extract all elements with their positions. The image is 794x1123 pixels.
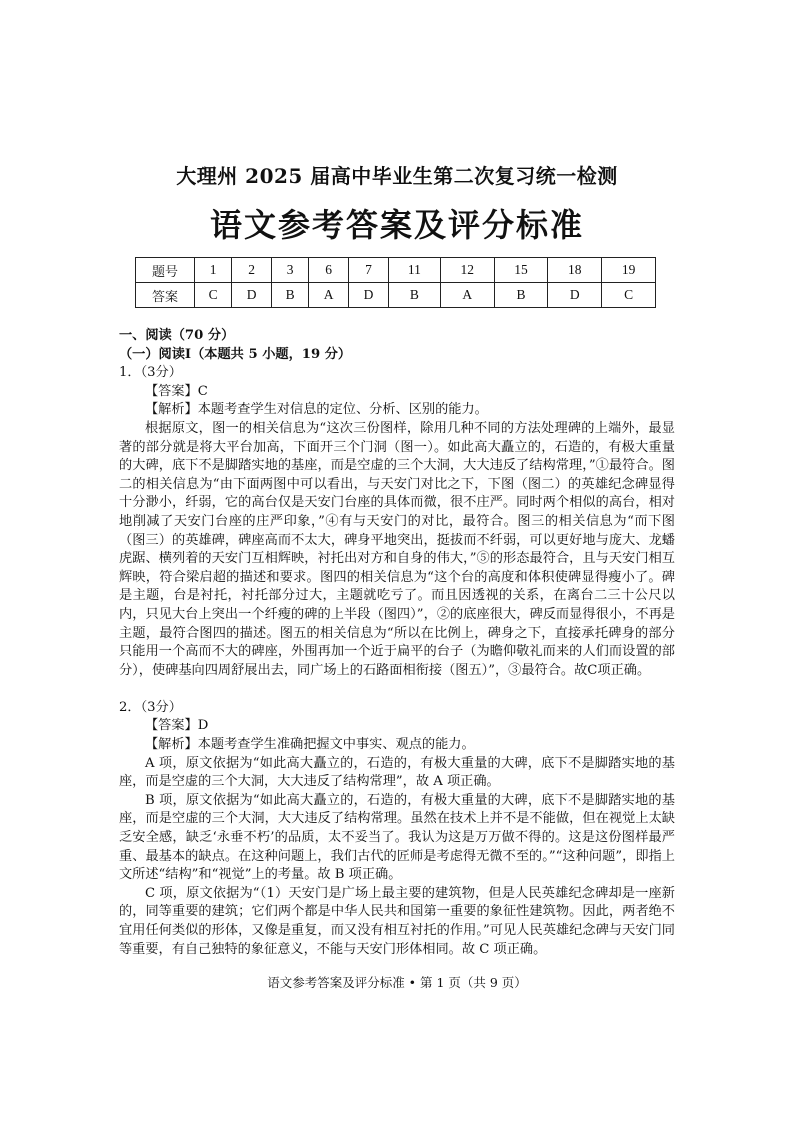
answer-cell: D: [349, 283, 389, 308]
answer-row: [136, 283, 656, 308]
question-number-cell: 12: [440, 258, 494, 283]
spacer: [119, 680, 675, 699]
page-footer: 语文参考答案及评分标准 • 第 1 页（共 9 页）: [267, 975, 527, 990]
exam-title: 大理州 2025 届高中毕业生第二次复习统一检测: [176, 164, 618, 188]
document-title: 语文参考答案及评分标准: [209, 206, 584, 244]
answer-cell: B: [272, 283, 309, 308]
question-1-label: 1．（3分）: [119, 365, 182, 381]
answer-cell: D: [232, 283, 272, 308]
question-1-paragraph: 根据原文，图一的相关信息为“这次三份图样，除用几种不同的方法处理碑的上端外，最显著的部分就是将大平台加高，下面开三个门洞（图一）。如此高大矗立的，石造的，有极大重量的大碑，底下不是脚踏实地的基座，而是空虚的三个大洞，大大违反了结构常理，”①最符合。图二的相关信息为“由下面两图中可以看出，与天安门对比之下，下图（图二）的英雄纪念碑显得十分渺小，纤弱，它的高台仅是天安门台座的具体而微，很不庄严。同时两个相似的高台，相对地削减了天安门台座的庄严印象，”④有与天安门的对比，最符合。图三的相关信息为“而下图（图三）的英雄碑，碑座高而不太大，碑身平地突出，挺拔而不纤弱，可以更好地与庞大、龙蟠虎踞、横列着的天安门互相辉映，衬托出对方和自身的伟大，”⑤的形态最符合，且与天安门相互辉映，符合梁启超的描述和要求。图四的相关信息为“这个台的高度和体积使碑显得瘦小了。碑是主题，台是衬托，衬托部分过大，主题就吃亏了。而且因透视的关系，在离台二三十公尺以内，只见大台上突出一个纤瘦的碑的上半段（图四）”，②的底座很大，碑反而显得很小，不再是主题，最符合图四的描述。图五的相关信息为“所以在比例上，碑身之下，直接承托碑身的部分只能用一个高而不大的碑座，外围再加一个近于扁平的台子（为瞻仰敬礼而来的人们而设置的部分），使碑基向四周舒展出去，同广场上的石路面相衔接（图五）”，③最符合。故C项正确。: [119, 420, 675, 678]
subsection-heading: （一）阅读Ⅰ（本题共 5 小题，19 分）: [119, 346, 352, 362]
question-2-label: 2．（3分）: [119, 699, 182, 715]
question-number-cell: 2: [232, 258, 272, 283]
answer-cell: A: [440, 283, 494, 308]
answer-cell: C: [602, 283, 656, 308]
question-number-cell: 6: [309, 258, 349, 283]
answer-cell: C: [195, 283, 232, 308]
question-2-analysis: 【解析】本题考查学生准确把握文中事实、观点的能力。: [145, 737, 475, 753]
question-number-cell: 7: [349, 258, 389, 283]
answer-explanations: [119, 327, 675, 959]
question-1-analysis: 【解析】本题考查学生对信息的定位、分析、区别的能力。: [145, 402, 488, 418]
question-2-answer: 【答案】D: [145, 718, 209, 734]
answer-cell: B: [494, 283, 548, 308]
question-number-cell: 19: [602, 258, 656, 283]
answer-cell: D: [548, 283, 602, 308]
question-2-option-b: B 项，原文依据为“如此高大矗立的，石造的，有极大重量的大碑，底下不是脚踏实地的基座，而是空虚的三个大洞，大大违反了结构常理。虽然在技术上并不是不能做，但在视觉上太缺乏安全感，缺乏‘永垂不朽’的品质，太不妥当了。我认为这是万万做不得的。这是这份图样最严重、最基本的缺点。在这种问题上，我们古代的匠师是考虑得无微不至的。”“这种问题”，即指上文所述“结构”和“视觉”上的考量。故 B 项正确。: [119, 792, 675, 883]
answer-cell: A: [309, 283, 349, 308]
answer-key-table: [135, 257, 656, 308]
question-number-cell: 3: [272, 258, 309, 283]
section-heading: 一、阅读（70 分）: [119, 328, 235, 343]
question-number-cell: 15: [494, 258, 548, 283]
question-2-option-c: C 项，原文依据为“（1）天安门是广场上最主要的建筑物，但是人民英雄纪念碑却是一座新的，同等重要的建筑；它们两个都是中华人民共和国第一重要的象征性建筑物。因此，两者绝不宜用任何类似的形体，又像是重复，而又没有相互衬托的作用。”可见人民英雄纪念碑与天安门同等重要，有自己独特的象征意义，不能与天安门形体相同。故 C 项正确。: [119, 885, 675, 957]
row-label-answer: 答案: [136, 283, 195, 308]
question-number-cell: 11: [388, 258, 440, 283]
answer-cell: B: [388, 283, 440, 308]
row-label-question-number: 题号: [136, 258, 195, 283]
question-number-cell: 1: [195, 258, 232, 283]
question-2-option-a: A 项，原文依据为“如此高大矗立的，石造的，有极大重量的大碑，底下不是脚踏实地的基座，而是空虚的三个大洞，大大违反了结构常理”，故 A 项正确。: [119, 755, 675, 790]
question-number-row: [136, 258, 656, 283]
question-1-answer: 【答案】C: [145, 383, 208, 399]
question-number-cell: 18: [548, 258, 602, 283]
